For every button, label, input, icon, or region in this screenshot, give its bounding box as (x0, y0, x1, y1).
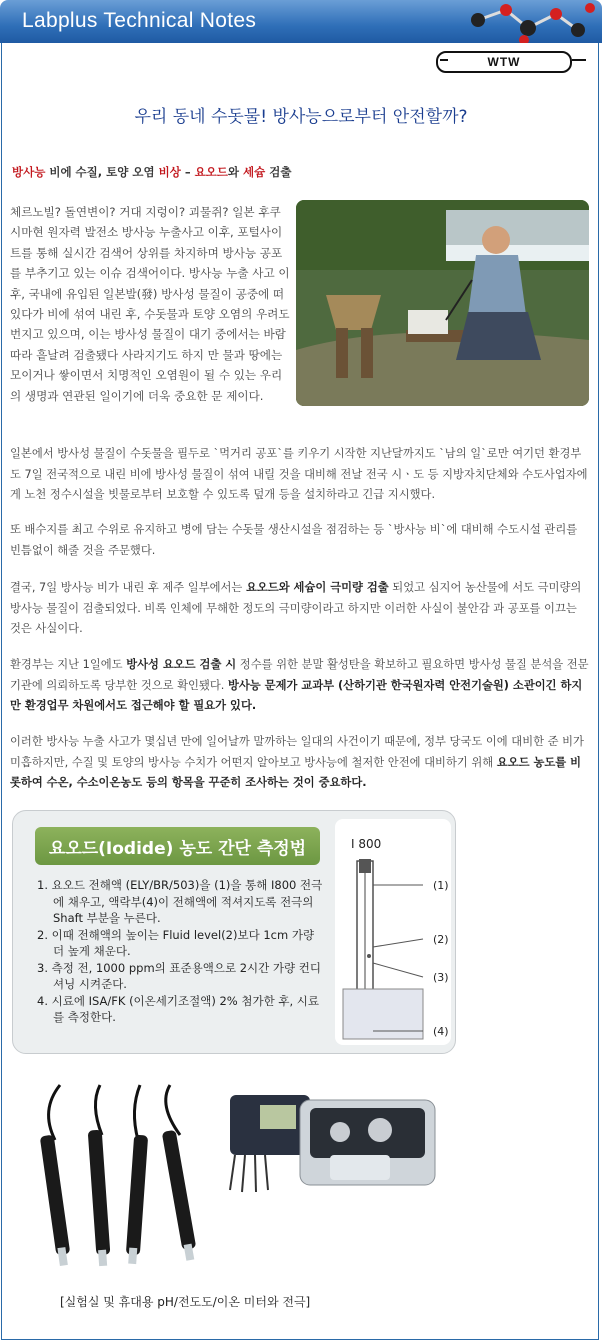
molecule-icon (458, 0, 598, 43)
header-title: Labplus Technical Notes (22, 9, 257, 32)
paragraph-emphasis: 요오드 농도를 비롯하여 수온, 수소이온농도 등의 항목을 꾸준히 조사하는 것이 중요하다. (10, 755, 582, 789)
subtitle-part: 요오드 (194, 165, 228, 179)
paragraph-text: 되었고 심지어 농산물에 서도 극미량의 방사능 물질이 검출되었다. 비록 인체에 무해한 정도의 극미량이라고 하지만 이러한 사실이 불안감 과 공포를 이끄는 것은 사실이다. (10, 581, 582, 635)
method-steps (37, 877, 327, 1026)
method-step: 4. 시료에 ISA/FK (이온세기조절액) 2% 첨가한 후, 시료를 측정한다. (37, 993, 319, 1024)
subtitle-part: 비상 (158, 165, 181, 179)
method-step: 2. 이때 전해액의 높이는 Fluid level(2)보다 1cm 가량 더 높게 채운다. (37, 927, 315, 958)
subtitle-part: 방사능 (12, 165, 46, 179)
subtitle-part: 세슘 (243, 165, 266, 179)
paragraph-2: 또 배수지를 최고 수위로 유지하고 병에 담는 수돗물 생산시설을 점검하는 등 `방사능 비`에 대비해 수도시설 관리를 빈틈없이 해줄 것을 주문했다. (10, 523, 578, 557)
paragraph-4 (10, 655, 590, 717)
diagram-label-3: (3) (433, 971, 449, 984)
subtitle-part: 검출 (265, 165, 292, 179)
subtitle-part: 와 (227, 165, 244, 179)
diagram-label-2: (2) (433, 933, 449, 946)
paragraph-emphasis: 방사성 요오드 검출 시 (126, 658, 237, 671)
intro-paragraph: 체르노빌? 돌연변이? 거대 지렁이? 괴물쥐? 일본 후쿠시마현 원자력 발전소 방사능 누출사고 이후, 포털사이트를 통해 실시간 검색어 상위를 차지하며 방사능 공포를 부추기고 있는 이슈 검색어이다. 방사능 누출 사고 이후, 국내에 유입된 일본발(發) 방사성 물질이 공중에 떠 있다가 비에 섞여 내린 후, 수돗물과 토양 오염의 우려도 번지고 있으며, 이는 방사성 물질이 대기 중에서는 바람 따라 흩날려 검출됐다 사라지기도 하지 만 물과 땅에는 모이거나 쌓이면서 치명적인 오염원이 될 수 있는 우리의 생명과 연관된 일이기에 더욱 중요한 문 제이다. (10, 205, 290, 403)
image-caption: [실험실 및 휴대용 pH/전도도/이온 미터와 전극] (60, 1295, 311, 1309)
subtitle-part: 비에 수질, 토양 오염 (45, 165, 159, 179)
diagram-label-4: (4) (433, 1025, 449, 1038)
electrode-model: I 800 (351, 837, 382, 851)
electrode-drawing (335, 819, 451, 1045)
panel-title: 요오드(Iodide) 농도 간단 측정법 (35, 827, 320, 865)
field-measurement-photo (296, 200, 589, 406)
meters-and-electrodes-image (30, 1080, 450, 1285)
diagram-label-1: (1) (433, 879, 449, 892)
paragraph-5 (10, 732, 590, 794)
paragraph-text: 결국, 7일 방사능 비가 내린 후 제주 일부에서는 (10, 581, 246, 594)
wtw-logo (436, 51, 572, 73)
iodide-method-panel (12, 810, 456, 1054)
article-title: 우리 동네 수돗물! 방사능으로부터 안전할까? (134, 107, 468, 127)
article-subtitle (12, 164, 291, 180)
electrode-diagram (335, 819, 451, 1045)
logo-line-right (572, 59, 586, 61)
header-bar (0, 0, 602, 43)
method-step: 1. 요오드 전해액 (ELY/BR/503)을 (1)을 통해 I800 전극에 채우고, 액락부(4)이 전해액에 적셔지도록 전극의 Shaft 부분을 누른다. (37, 878, 323, 925)
paragraph-text: 이러한 방사능 누출 사고가 몇십년 만에 일어날까 말까하는 일대의 사건이기 때문에, 정부 당국도 이에 대비한 준 비가 미흡하지만, 수질 및 토양의 방사능 수치가 어떤지 알아보고 방사능에 철저한 안전에 대비하기 위해 (10, 735, 584, 769)
paragraph-text: 환경부는 지난 1일에도 (10, 658, 127, 671)
paragraph-1: 일본에서 방사성 물질이 수돗물을 필두로 `먹거리 공포`를 키우기 시작한 지난달까지도 `남의 일`로만 여기던 환경부도 7일 전국적으로 내린 비에 방사성 물질이 섞여 내릴 것을 대비해 전날 전국 시ㆍ도 등 지방자치단체와 수도사업자에게 노천 정수시설을 빗물로부터 보호할 수 있도록 덮개 등을 설치하라고 긴급 지시했다. (10, 447, 588, 501)
paragraph-emphasis: 방사능 문제가 교과부 (산하기관 한국원자력 안전기술원) 소관이긴 하지만 환경업무 차원에서도 접근해야 할 필요가 있다. (10, 678, 583, 712)
paragraph-emphasis: 요오드와 세슘이 극미량 검출 (245, 581, 389, 594)
wtw-logo-text: WTW (487, 55, 521, 69)
subtitle-part: – (180, 165, 195, 179)
paragraph-text: 정수를 위한 분말 활성탄을 확보하고 필요하면 방사성 물질 분석을 전문기관에 의뢰하도록 당부한 것으로 확인됐다. (10, 658, 589, 692)
paragraph-3 (10, 578, 590, 640)
method-step: 3. 측정 전, 1000 ppm의 표준용액으로 2시간 가량 컨디셔닝 시켜준다. (37, 960, 321, 991)
